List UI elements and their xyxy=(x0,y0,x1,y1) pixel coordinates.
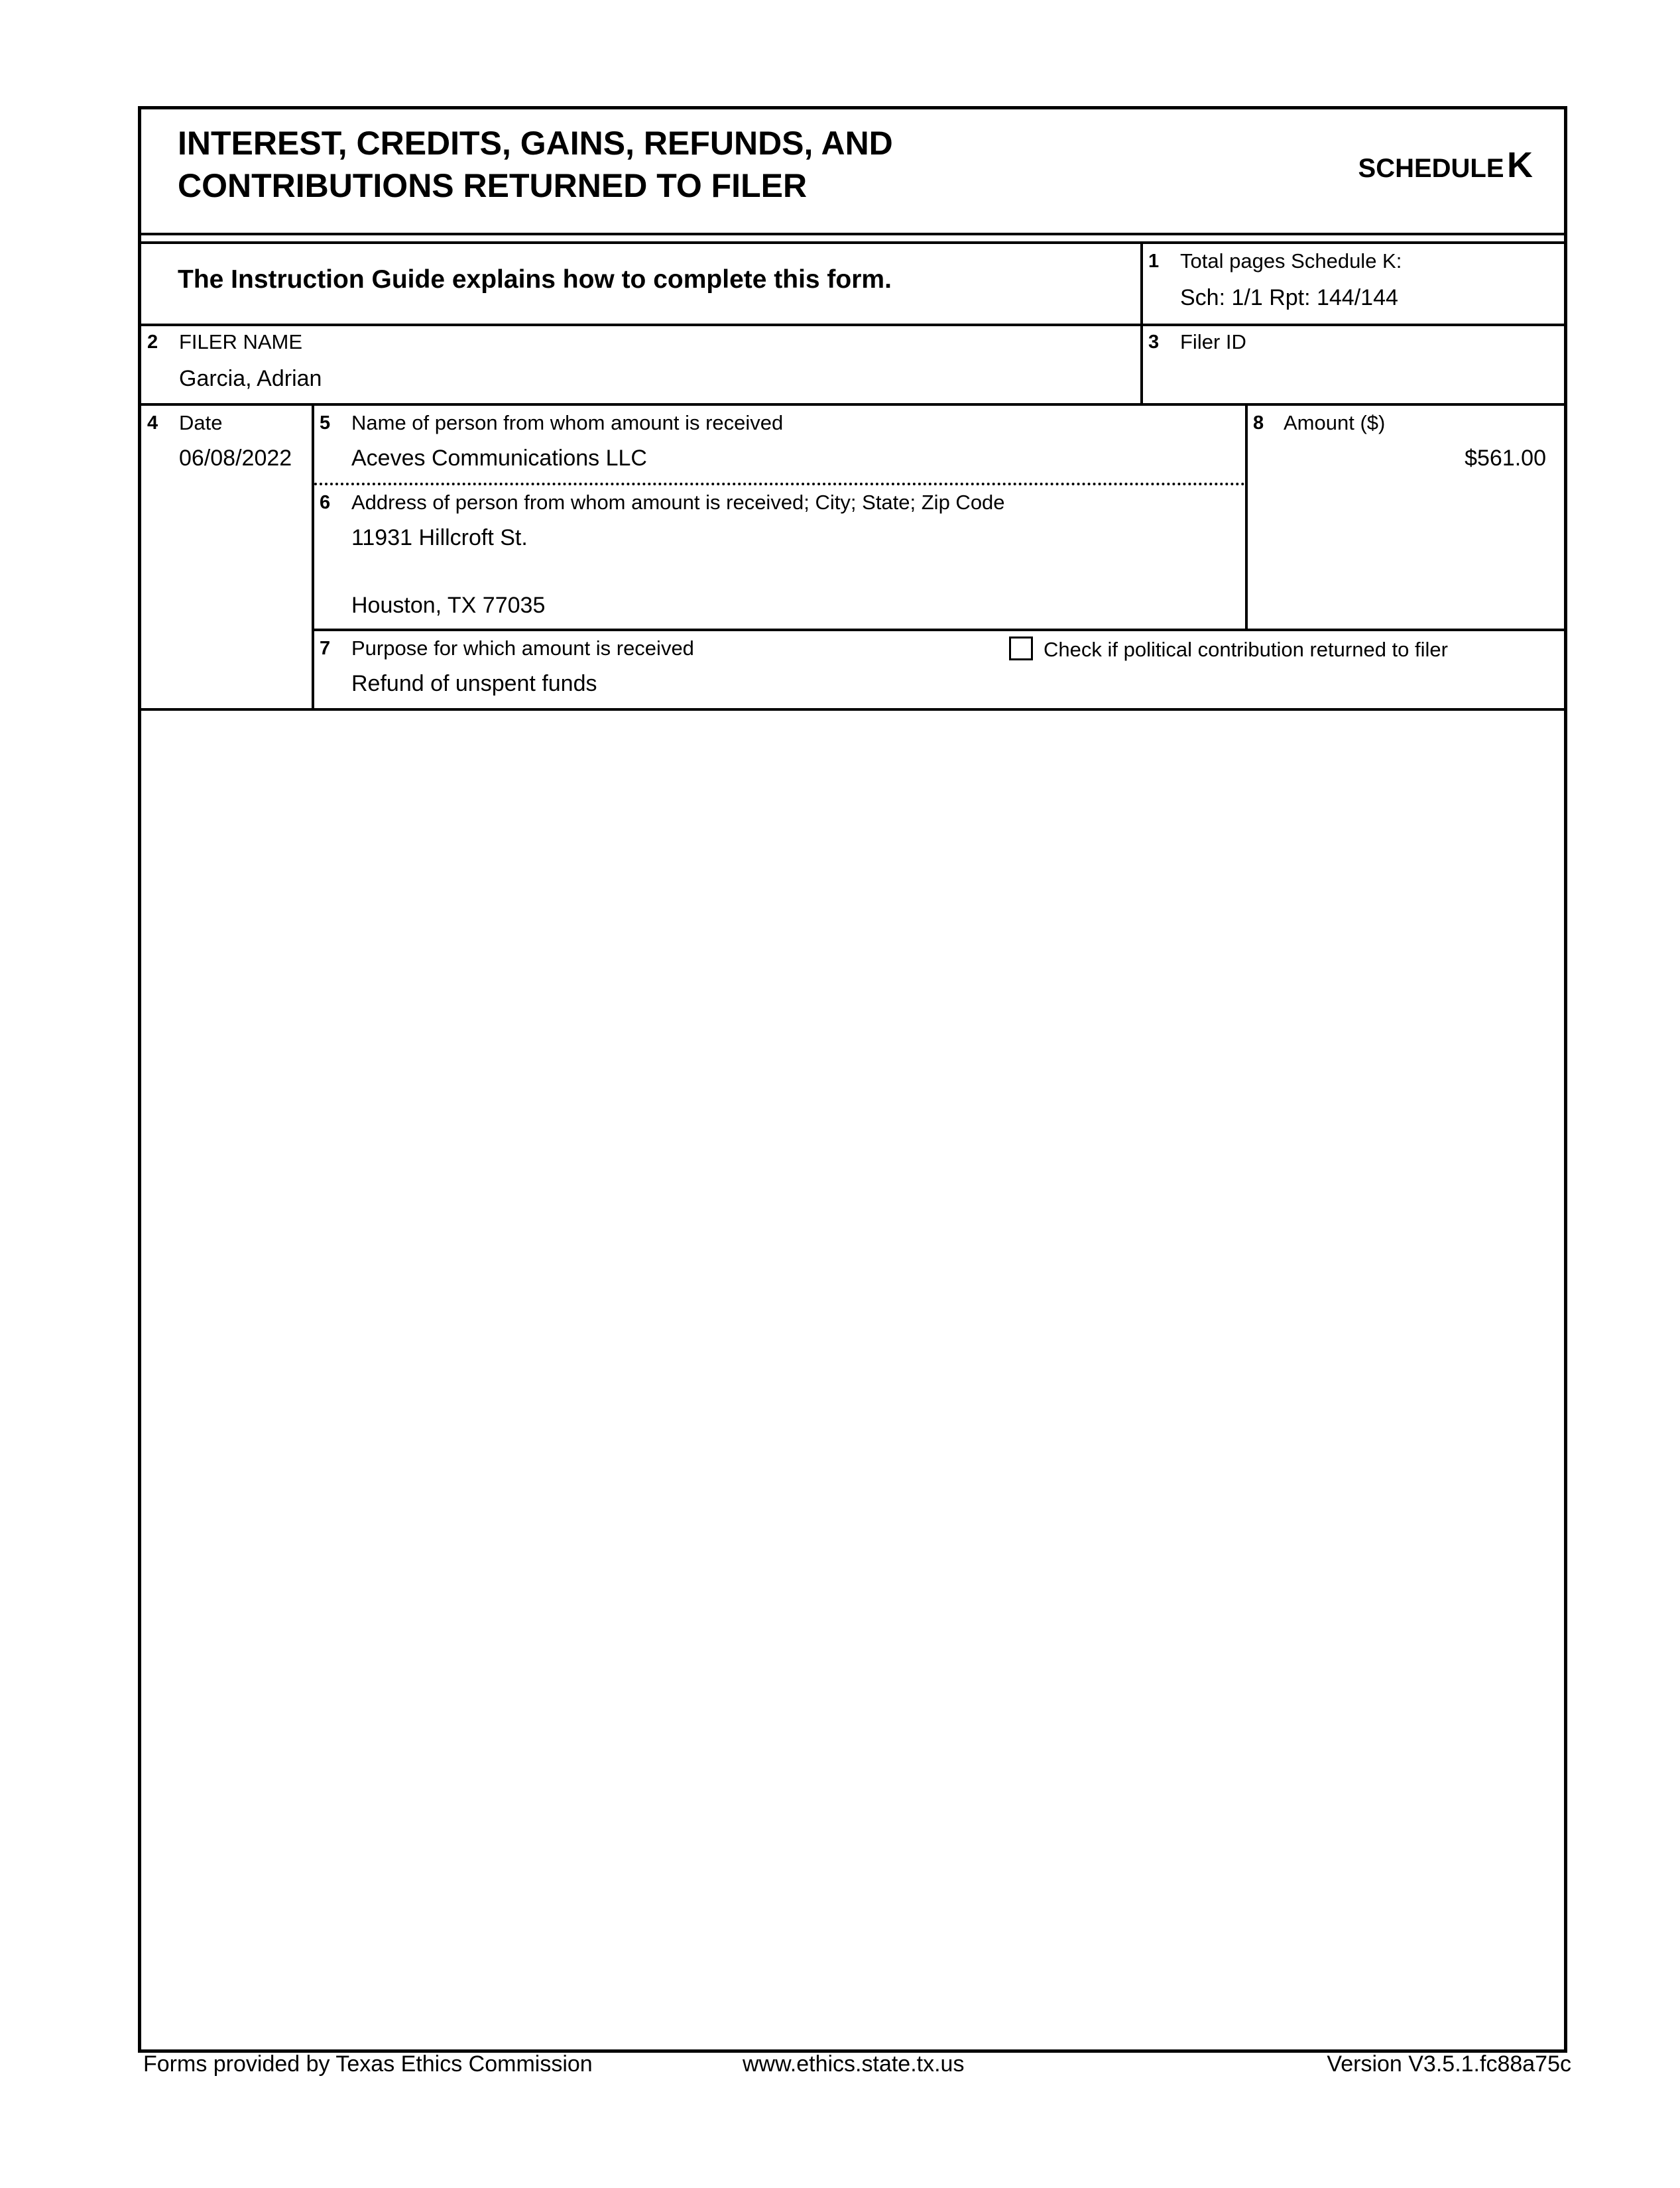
form-frame xyxy=(138,106,1567,2053)
date-value: 06/08/2022 xyxy=(179,446,292,471)
amount-label: Amount ($) xyxy=(1284,411,1386,434)
filer-name-value: Garcia, Adrian xyxy=(179,366,322,391)
name-address-dotted-divider xyxy=(314,483,1245,485)
instruction-guide-text: The Instruction Guide explains how to complete this form. xyxy=(178,265,892,294)
row1-bottom-line xyxy=(138,324,1567,326)
footer-version: Version V3.5.1.fc88a75c xyxy=(1327,2051,1571,2077)
form-title-line1: INTEREST, CREDITS, GAINS, REFUNDS, AND xyxy=(178,125,893,162)
field-8-number: 8 xyxy=(1253,412,1264,434)
date-column-divider xyxy=(312,404,314,711)
payer-name-value: Aceves Communications LLC xyxy=(351,446,647,471)
field-3-number: 3 xyxy=(1148,332,1160,353)
schedule-label: SCHEDULE xyxy=(1358,154,1504,183)
field-1-number: 1 xyxy=(1148,251,1160,272)
payer-name-label: Name of person from whom amount is received xyxy=(351,411,784,434)
total-pages-label: Total pages Schedule K: xyxy=(1180,249,1402,273)
political-contribution-checkbox-label: Check if political contribution returned to filer xyxy=(1044,638,1448,661)
header-divider-top xyxy=(138,233,1567,235)
political-contribution-checkbox[interactable] xyxy=(1009,637,1033,660)
payer-address-line1: 11931 Hillcroft St. xyxy=(351,525,528,550)
form-title xyxy=(178,122,893,207)
payer-address-line2: Houston, TX 77035 xyxy=(351,593,546,618)
address-bottom-line xyxy=(313,629,1567,631)
purpose-label: Purpose for which amount is received xyxy=(351,637,694,660)
filer-id-label: Filer ID xyxy=(1180,330,1246,353)
field-5-number: 5 xyxy=(320,412,331,434)
field-2-number: 2 xyxy=(147,332,158,353)
field-6-number: 6 xyxy=(320,492,331,513)
entry-block-bottom-line xyxy=(138,708,1567,711)
amount-column-divider xyxy=(1245,404,1248,631)
schedule-identifier xyxy=(1358,145,1533,186)
field-4-number: 4 xyxy=(147,412,158,434)
filer-name-label: FILER NAME xyxy=(179,330,303,353)
date-label: Date xyxy=(179,411,223,434)
header-divider-bottom xyxy=(138,241,1567,244)
footer-website: www.ethics.state.tx.us xyxy=(743,2051,965,2077)
purpose-value: Refund of unspent funds xyxy=(351,671,597,696)
amount-value: $561.00 xyxy=(1465,446,1546,471)
form-title-line2: CONTRIBUTIONS RETURNED TO FILER xyxy=(178,167,808,204)
schedule-letter: K xyxy=(1507,145,1533,185)
payer-address-label: Address of person from whom amount is received; City; State; Zip Code xyxy=(351,491,1005,514)
row2-bottom-line xyxy=(138,403,1567,406)
field-7-number: 7 xyxy=(320,638,331,659)
footer-provider: Forms provided by Texas Ethics Commission xyxy=(143,2051,593,2077)
total-pages-value: Sch: 1/1 Rpt: 144/144 xyxy=(1180,285,1398,310)
